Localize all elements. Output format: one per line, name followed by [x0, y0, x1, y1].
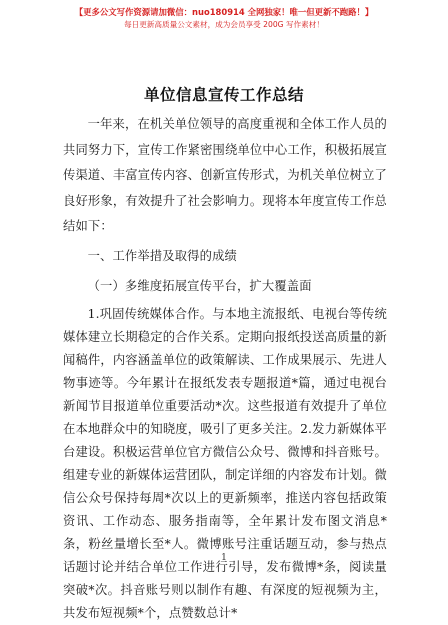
document-body [63, 112, 387, 625]
intro-paragraph: 一年来，在机关单位领导的高度重视和全体工作人员的共同努力下，宣传工作紧密围绕单位中心工作，积极拓展宣传渠道、丰富宣传内容、创新宣传形式，为机关单位树立了良好形象，有效提升了社会影响力。现将本年度宣传工作总结如下： [63, 117, 387, 234]
promo-banner [0, 6, 448, 31]
page-number: 1 [221, 553, 227, 563]
promo-banner-line-1: 【更多公文写作资源请加微信：nuo180914 全网独家！唯一但更新不跑路！】 [74, 7, 374, 17]
document-title: 单位信息宣传工作总结 [143, 86, 304, 104]
body-paragraph: 1.巩固传统媒体合作。与本地主流报纸、电视台等传统媒体建立长期稳定的合作关系。定期向报纸投送高质量的新闻稿件，内容涵盖单位的政策解读、工作成果展示、先进人物事迹等。今年累计在报纸发表专题报道*篇，通过电视台新闻节目报道单位重要活动*次。这些报道有效提升了单位在本地群众中的知晓度，吸引了更多关注。2.发力新媒体平台建设。积极运营单位官方微信公众号、微博和抖音账号。组建专业的新媒体运营团队，制定详细的内容发布计划。微信公众号保持每周*次以上的更新频率，推送内容包括政策资讯、工作动态、服务指南等，全年累计发布图文消息*条，粉丝量增长至*人。微博账号注重话题互动，参与热点话题讨论并结合单位工作进行引导，发布微博*条，阅读量突破*次。抖音账号则以制作有趣、有深度的短视频为主，共发布短视频*个，点赞数总计* [63, 307, 387, 621]
promo-banner-line-2: 每日更新高质量公文素材，成为会员享受 200G 写作素材！ [124, 20, 324, 29]
section-heading: 一、工作举措及取得的成绩 [87, 248, 237, 263]
subsection-heading: （一）多维度拓展宣传平台，扩大覆盖面 [87, 278, 312, 293]
